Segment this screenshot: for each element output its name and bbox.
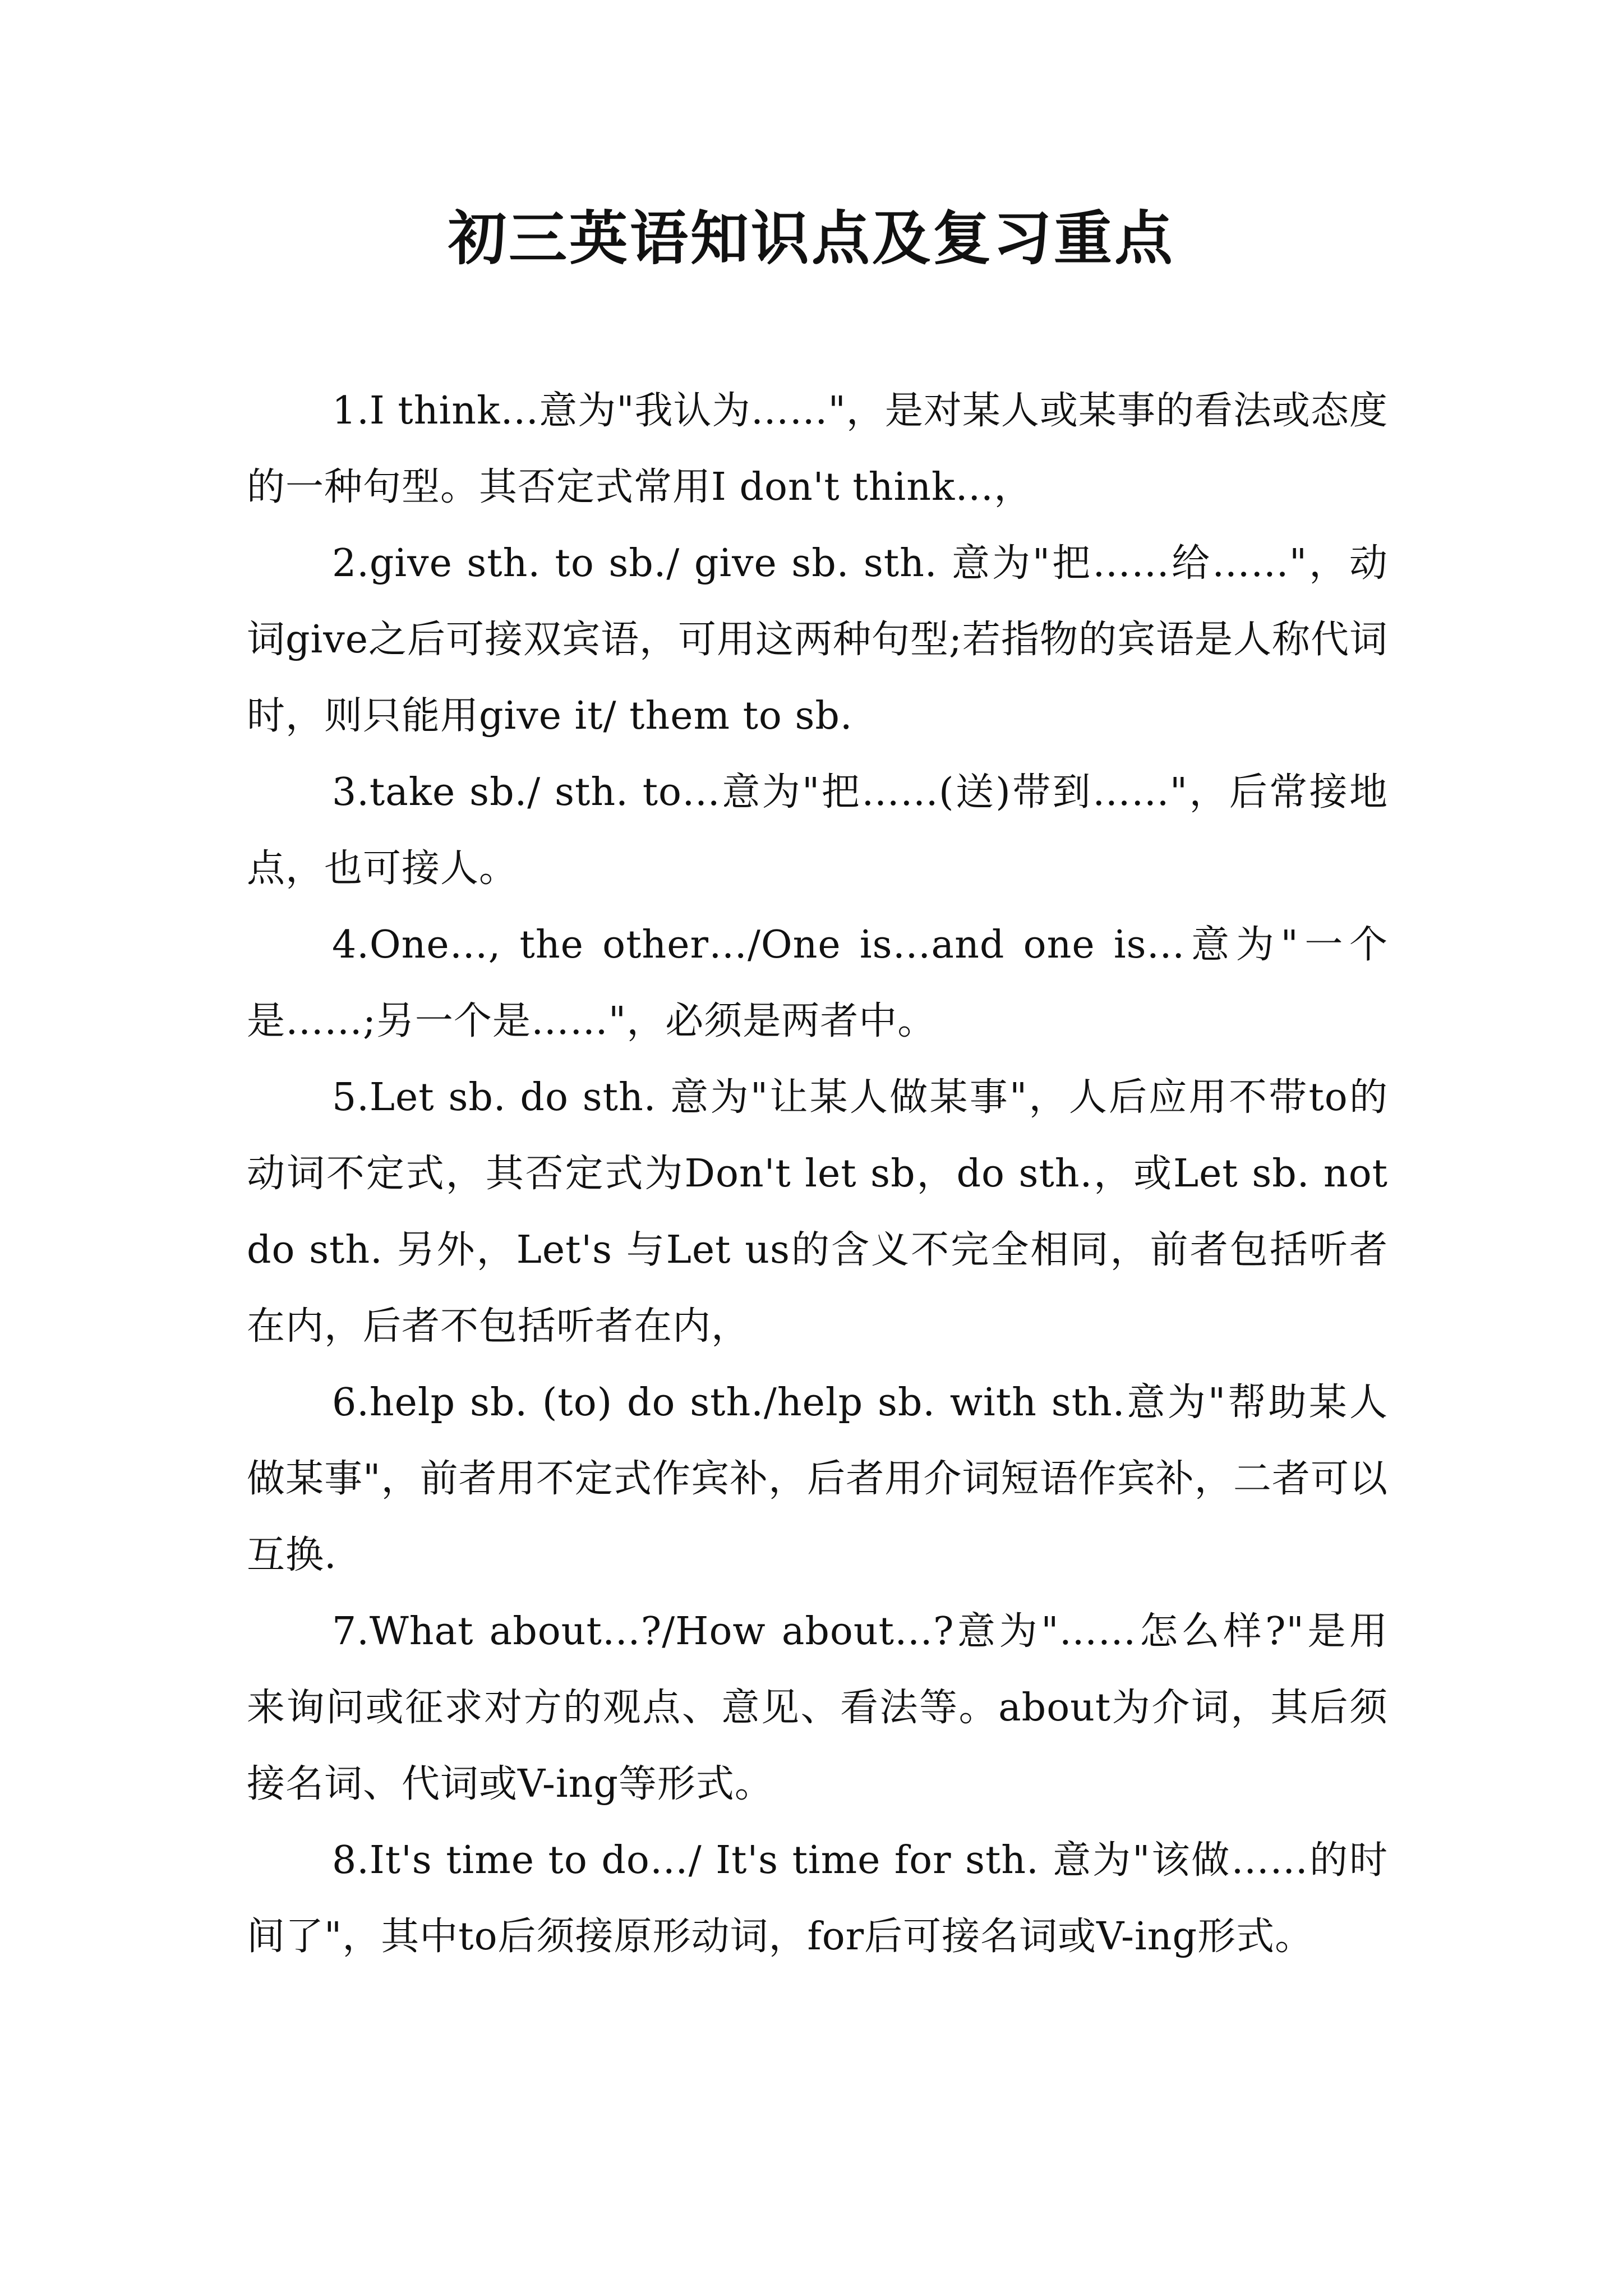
knowledge-point-8: 8.It's time to do…/ It's time for sth. 意为"该做……的时间了"，其中to后须接原形动词，for后可接名词或V-ing形式。: [247, 1838, 1388, 1959]
knowledge-point-2: 2.give sth. to sb./ give sb. sth. 意为"把……给……"，动词give之后可接双宾语，可用这两种句型;若指物的宾语是人称代词时，则只能用give it/ them to sb.: [247, 541, 1388, 738]
knowledge-point-6: 6.help sb. (to) do sth./help sb. with sth.意为"帮助某人做某事"，前者用不定式作宾补，后者用介词短语作宾补，二者可以互换.: [247, 1381, 1388, 1577]
knowledge-point-5: 5.Let sb. do sth. 意为"让某人做某事"，人后应用不带to的动词不定式，其否定式为Don't let sb，do sth.，或Let sb. not do sth. 另外，Let's 与Let us的含义不完全相同，前者包括听者在内，后者不包括听者在内，: [247, 1075, 1388, 1349]
knowledge-point-3: 3.take sb./ sth. to…意为"把……(送)带到……"，后常接地点，也可接人。: [247, 770, 1388, 891]
document-body: [247, 373, 1388, 1975]
knowledge-point-7: 7.What about…?/How about…?意为"……怎么样?"是用来询问或征求对方的观点、意见、看法等。about为介词，其后须接名词、代词或V-ing等形式。: [247, 1609, 1388, 1806]
knowledge-point-1: 1.I think…意为"我认为……"，是对某人或某事的看法或态度的一种句型。其否定式常用I don't think…，: [247, 389, 1388, 509]
knowledge-point-4: 4.One…, the other…/One is…and one is…意为"一个是……;另一个是……"，必须是两者中。: [247, 923, 1388, 1043]
document-title: 初三英语知识点及复习重点: [448, 204, 1175, 273]
